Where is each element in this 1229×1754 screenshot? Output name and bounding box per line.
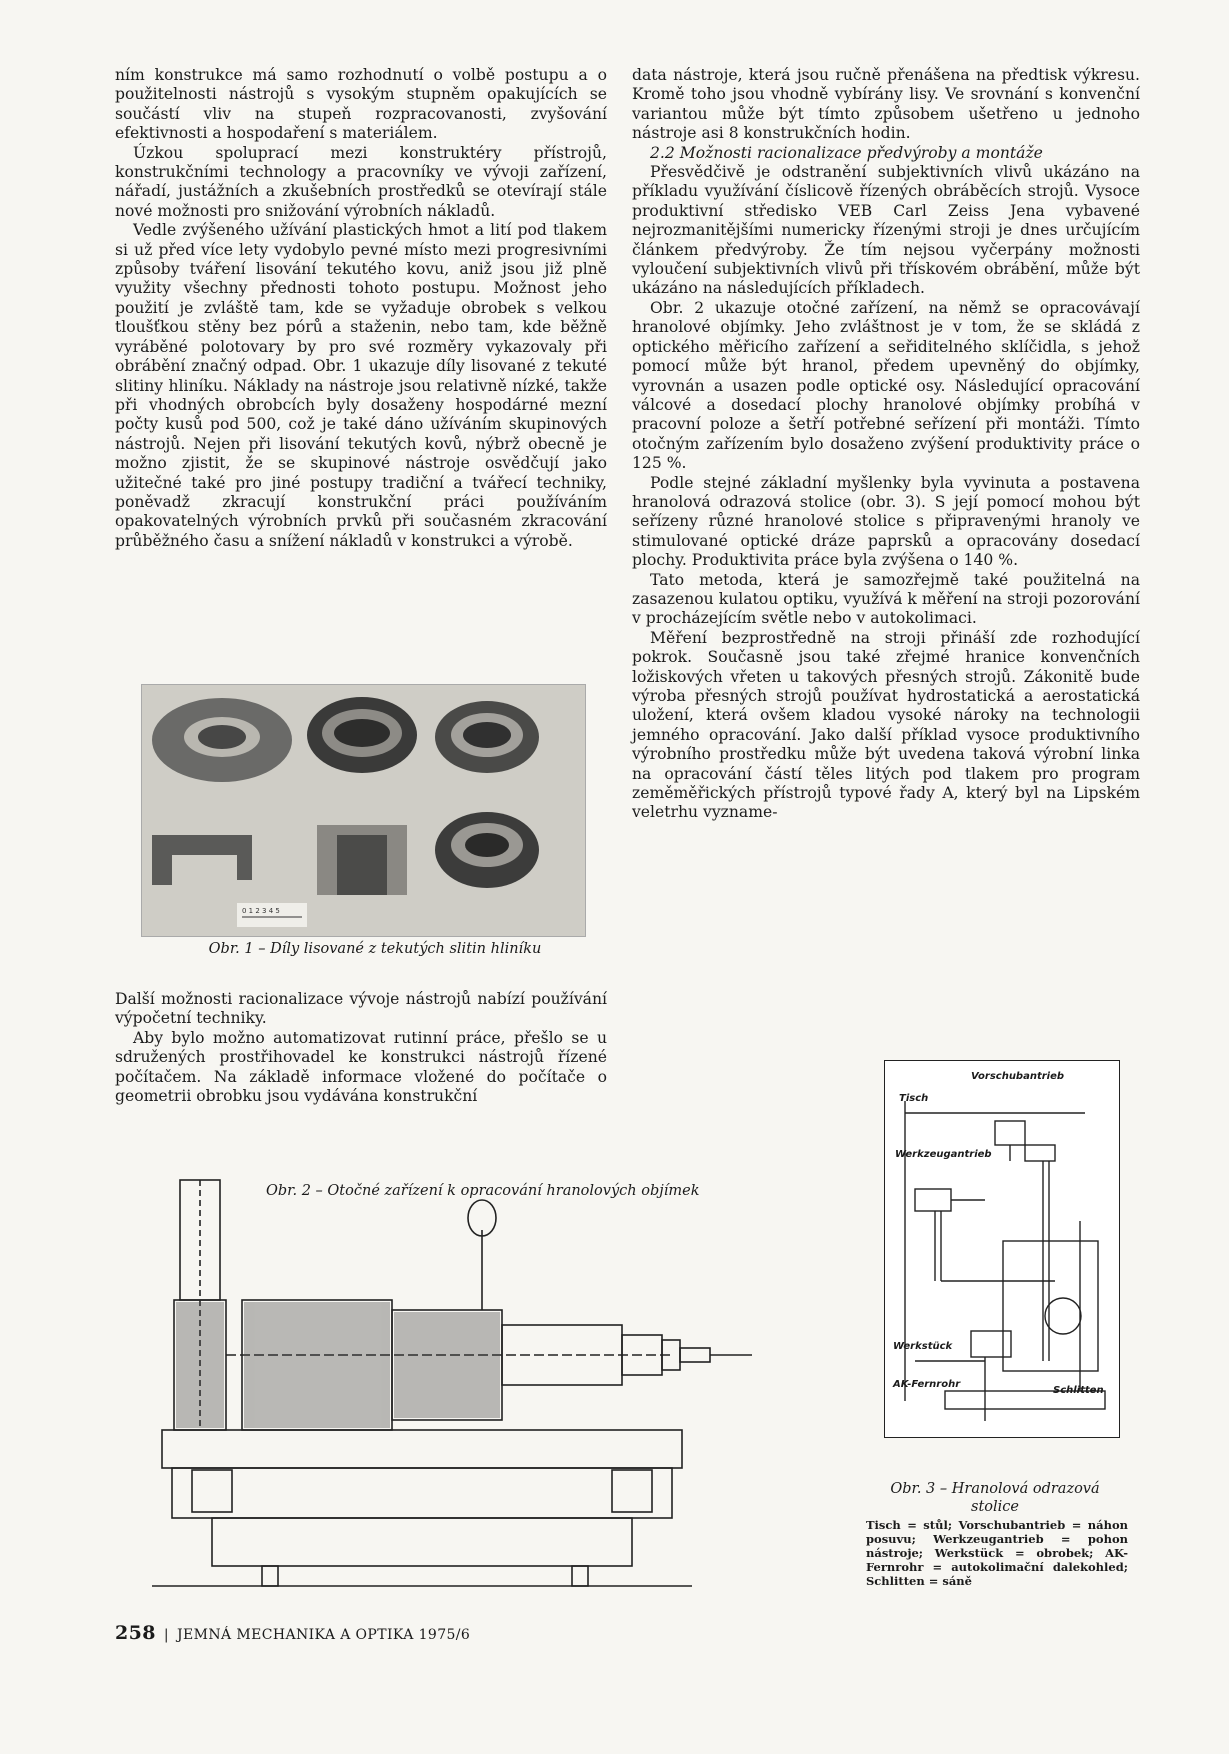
figure-3-legend: Tisch = stůl; Vorschubantrieb = náhon posuvu; Werkzeugantrieb = pohon nástroje; Werkstück = obrobek; AK-Fernrohr = autokolimační dalekohled; Schlitten = sáně bbox=[866, 1518, 1128, 1588]
paragraph: data nástroje, která jsou ručně přenášena na předtisk výkresu. Kromě toho jsou vhodně vybírány lisy. Ve srovnání s konvenční variantou může být tímto způsobem ušetřeno u jednoho nástroje asi 8 konstrukčních hodin. bbox=[632, 66, 1140, 143]
paragraph: Měření bezprostředně na stroji přináší zde rozhodující pokrok. Současně jsou také zřejmé hranice konvenčních ložiskových vřeten u takových přesných strojů. Zákonitě bude výroba přesných strojů používat hydrostatická a aerostatická uložení, která ovšem kladou vysoké nároky na technologii jemného opracování. Jako další příklad vysoce produktivního výrobního prostředku může být uvedena taková výrobní linka na opracování částí těles litých pod tlakem pro program zeměměřických přístrojů typové řady A, který byl na Lipském veletrhu vyzname- bbox=[632, 628, 1140, 822]
paragraph: Aby bylo možno automatizovat rutinní práce, přešlo se u sdružených prostřihovadel ke konstrukci nástrojů řízené počítačem. Na základě informace vložené do počítače o geometrii obrobku jsou vydávána konstrukční bbox=[115, 1028, 607, 1106]
figure-1-photo bbox=[141, 684, 586, 937]
figure-1-caption: Obr. 1 – Díly lisované z tekutých slitin hliníku bbox=[208, 941, 542, 957]
paragraph: ním konstrukce má samo rozhodnutí o volbě postupu a o použitelnosti nástrojů s vysokým stupněm opakujících se součástí vliv na stupeň rozpracovanosti, zvyšování efektivnosti a hospodaření s materiálem. bbox=[115, 66, 607, 143]
paragraph: Přesvědčivě je odstranění subjektivních vlivů ukázáno na příkladu využívání číslicově řízených obráběcích strojů. Vysoce produktivní středisko VEB Carl Zeiss Jena vybavené nejrozmanitějšími numericky řízenými stroji je dnes určujícím článkem předvýroby. Že tím nejsou vyčerpány možnosti vyloučení subjektivních vlivů při třískovém obrábění, může být ukázáno na následujících příkladech. bbox=[632, 163, 1140, 298]
section-heading: 2.2 Možnosti racionalizace předvýroby a montáže bbox=[650, 143, 1043, 162]
figure-2-drawing bbox=[152, 1160, 792, 1596]
figure-3-caption-line2: stolice bbox=[971, 1499, 1019, 1515]
paragraph: Vedle zvýšeného užívání plastických hmot a lití pod tlakem si už před více lety vydobylo pevné místo mezi progresivními způsoby tváření lisování tekutého kovu, aniž jsou již plně využity všechny přednosti tohoto postupu. Možnost jeho použití je zvláště tam, kde se vyžaduje obrobek s velkou tloušťkou stěny bez pórů a staženin, nebo tam, kde běžně vyráběné polotovary by pro své rozměry vykazovaly při obrábění značný odpad. Obr. 1 ukazuje díly lisované z tekuté slitiny hliníku. Náklady na nástroje jsou relativně nízké, takže při vhodných obrobcích byly dosaženy hospodárné mezní počty kusů pod 500, což je také dáno užíváním skupinových nástrojů. Nejen při lisování tekutých kovů, nýbrž obecně je možno zjistit, že se skupinové nástroje osvědčují jako užitečné také pro jiné postupy tradiční a tvářecí techniky, poněvadž zkracují konstrukční práci používáním opakovatelných výrobních prvků při současném zkracování průběžného času a snížení nákladů v konstrukci a výrobě. bbox=[115, 221, 607, 550]
paragraph: Obr. 2 ukazuje otočné zařízení, na němž se opracovávají hranolové objímky. Jeho zvláštnost je v tom, že se skládá z optického měřicího zařízení a seřiditelného sklíčidla, s jehož pomocí může být hranol, předem upevněný do objímky, vyrovnán a usazen podle optické osy. Následující opracování válcové a dosedací plochy hranolové objímky probíhá v pracovní poloze a šetří potřebné seřízení při montáži. Tímto otočným zařízením bylo dosaženo zvýšení produktivity práce o 125 %. bbox=[632, 298, 1140, 473]
label-schlitten: Schlitten bbox=[1053, 1385, 1104, 1396]
label-tisch: Tisch bbox=[899, 1093, 929, 1104]
right-column-top bbox=[632, 66, 1140, 823]
page-footer: 258 | JEMNÁ MECHANIKA A OPTIKA 1975/6 bbox=[115, 1622, 471, 1644]
paragraph: Další možnosti racionalizace vývoje nástrojů nabízí používání výpočetní techniky. bbox=[115, 990, 607, 1028]
figure-3-caption bbox=[860, 1480, 1130, 1516]
paragraph: Úzkou spoluprací mezi konstruktéry přístrojů, konstrukčními technology a pracovníky ve vývoji zařízení, nářadí, justážních a zkušebních prostředků se otevírají stále nové možnosti pro snižování výrobních nákladů. bbox=[115, 143, 607, 220]
left-column-bottom bbox=[115, 990, 607, 1106]
paragraph: Tato metoda, která je samozřejmě také použitelná na zasazenou kulatou optiku, využívá k měření na stroji pozorování v procházejícím světle nebo v autokolimaci. bbox=[632, 570, 1140, 628]
label-werkzeugantrieb: Werkzeugantrieb bbox=[895, 1149, 992, 1160]
journal-name: JEMNÁ MECHANIKA A OPTIKA 1975/6 bbox=[177, 1627, 471, 1643]
left-column-top bbox=[115, 66, 607, 551]
ruler-scale: 0 1 2 3 4 5 bbox=[242, 907, 280, 915]
figure-3-caption-line1: Obr. 3 – Hranolová odrazová bbox=[890, 1481, 1100, 1497]
label-vorschubantrieb: Vorschubantrieb bbox=[971, 1071, 1065, 1082]
page-number: 258 bbox=[115, 1622, 156, 1644]
label-werkstuck: Werkstück bbox=[893, 1341, 953, 1352]
label-ak-fernrohr: AK-Fernrohr bbox=[893, 1379, 961, 1390]
figure-2-caption: Obr. 2 – Otočné zařízení k opracování hranolových objímek bbox=[266, 1183, 700, 1199]
figure-3-diagram bbox=[884, 1060, 1120, 1438]
paragraph: Podle stejné základní myšlenky byla vyvinuta a postavena hranolová odrazová stolice (obr. 3). S její pomocí mohou být seřízeny různé hranolové stolice s připravenými hranoly ve stimulované optické dráze paprsků a opracovány dosedací plochy. Produktivita práce byla zvýšena o 140 %. bbox=[632, 473, 1140, 570]
